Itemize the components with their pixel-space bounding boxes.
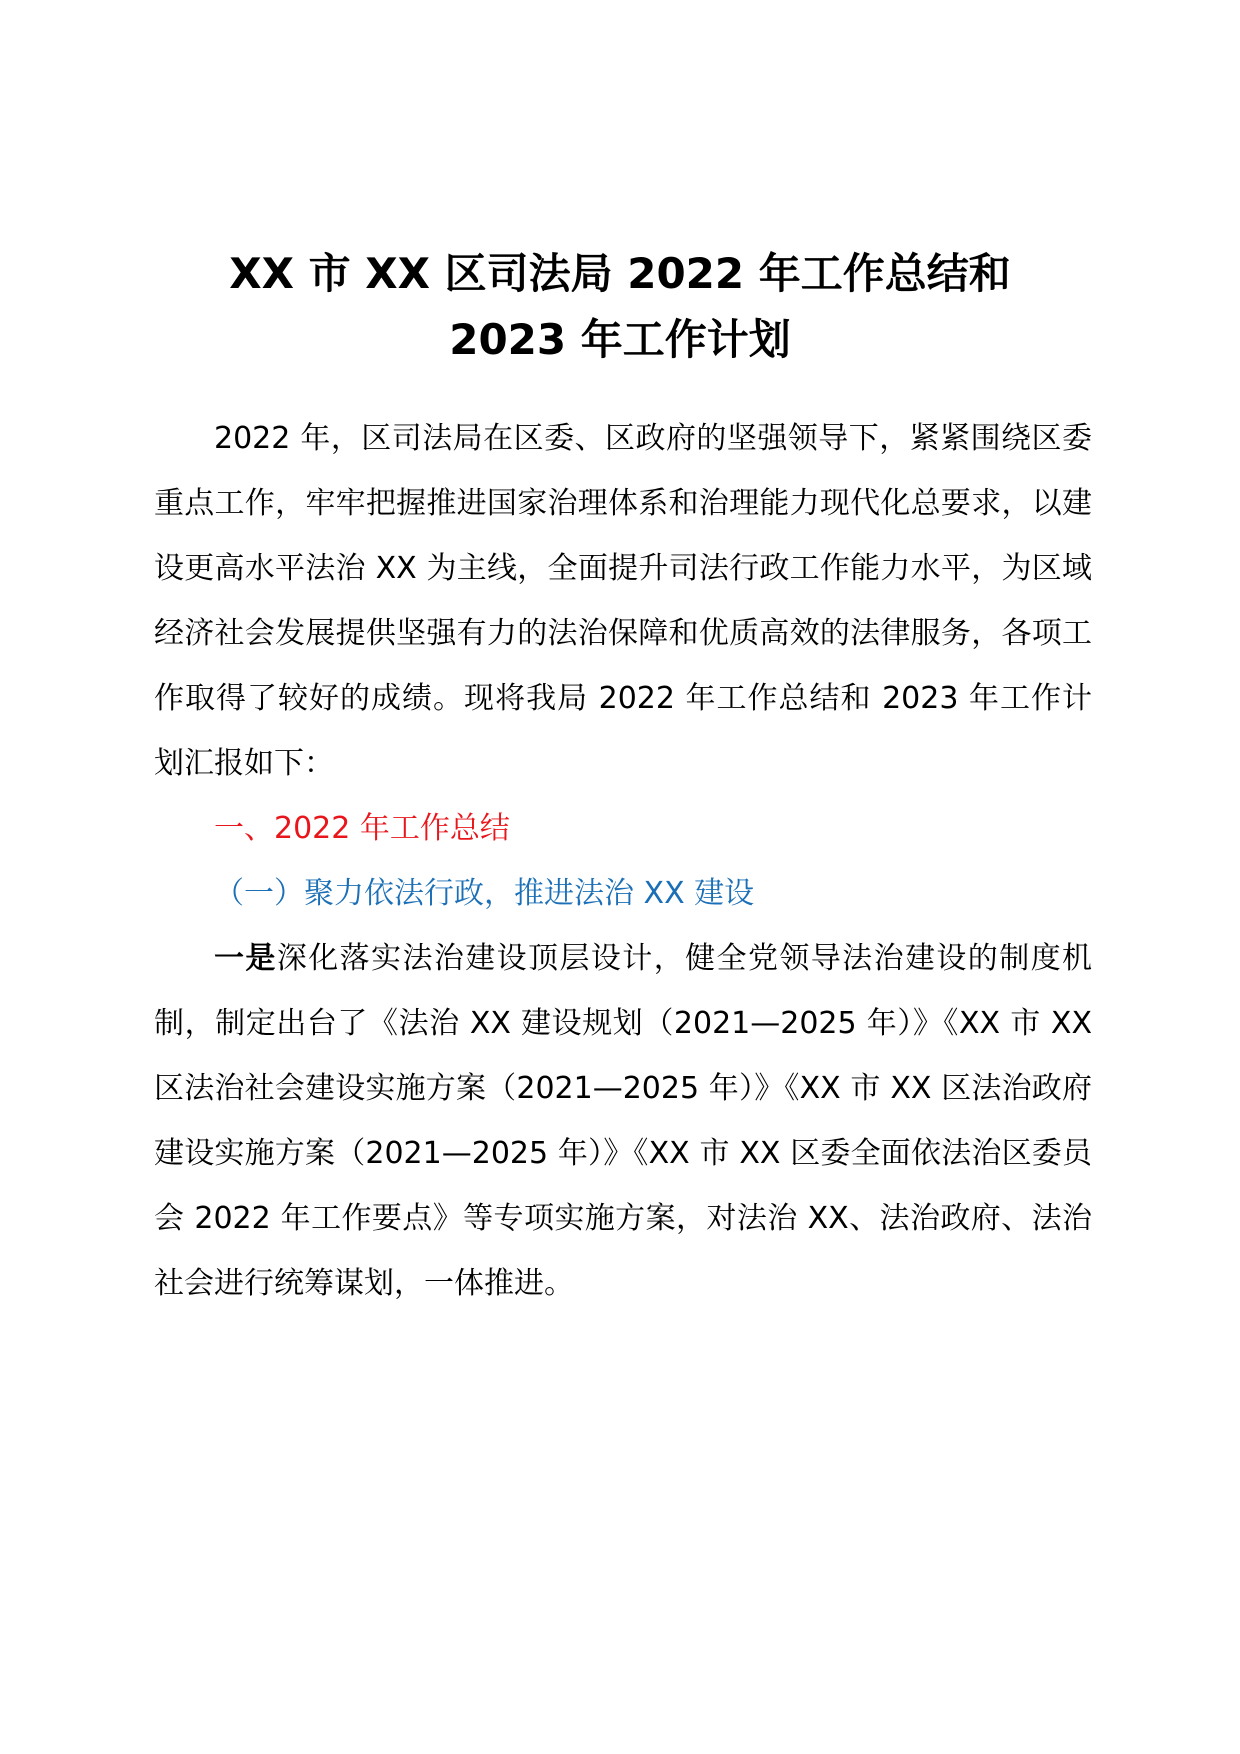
document-title-line2: 2023 年工作计划 [449, 315, 791, 364]
item-text: 深化落实法治建设顶层设计，健全党领导法治建设的制度机制，制定出台了《法治 XX 建设规划（2021—2025 年）》《XX 市 XX 区法治社会建设实施方案（2021—2025 年）》《XX 市 XX 区法治政府建设实施方案（2021—2025 年）》《XX 市 XX 区委全面依法治区委员会 2022 年工作要点》等专项实施方案，对法治 XX、法治政府、法治社会进行统筹谋划，一体推进。 [154, 941, 1093, 1301]
intro-paragraph: 2022 年，区司法局在区委、区政府的坚强领导下，紧紧围绕区委重点工作，牢牢把握推进国家治理体系和治理能力现代化总要求，以建设更高水平法治 XX 为主线，全面提升司法行政工作能力水平，为区域经济社会发展提供坚强有力的法治保障和优质高效的法律服务，各项工作取得了较好的成绩。现将我局 2022 年工作总结和 2023 年工作计划汇报如下： [154, 421, 1092, 781]
subsection-heading: （一）聚力依法行政，推进法治 XX 建设 [214, 876, 755, 911]
document-title-line1: XX 市 XX 区司法局 2022 年工作总结和 [229, 249, 1011, 298]
item-paragraph [154, 926, 1092, 1316]
section-heading: 一、2022 年工作总结 [214, 811, 510, 846]
item-lead: 一是 [214, 941, 277, 976]
document-body [154, 406, 1092, 1316]
